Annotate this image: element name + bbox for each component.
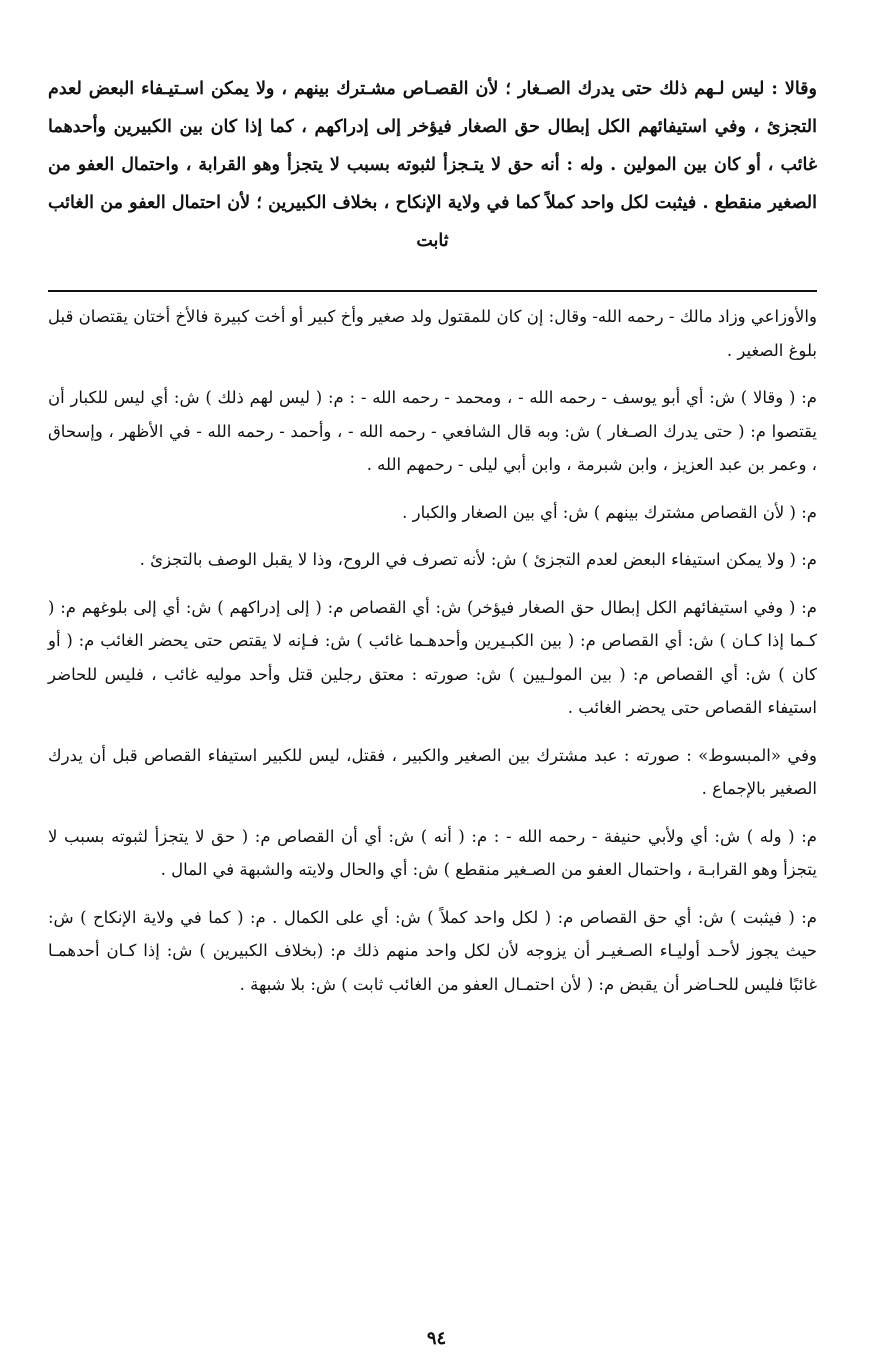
commentary-paragraph: م: ( وفي استيفائهم الكل إبطال حق الصغار فيؤخر) ش: أي القصاص م: ( إلى إدراكهم ) ش: أي إلى بلوغهم م: ( كـما إذا كـان ) ش: أي القصاص م: ( بين الكبـيرين وأحدهـما غائب ) ش: فـإنه لا يقتص حتى يحضر الغائب م: ( أو كان ) ش: أي القصاص م: ( بين المولـيين ) ش: صورته : معتق رجلين قتل وأحد موليه غائب ، فليس للحاضر استيفاء القصاص حتى يحضر الغائب . — [48, 597, 817, 717]
commentary-paragraph: م: ( ولا يمكن استيفاء البعض لعدم التجزئ ) ش: لأنه تصرف في الروح، وذا لا يقبل الوصف بالتجزئ . — [139, 550, 817, 569]
separator-line — [48, 290, 817, 292]
commentary-paragraph: وفي «المبسوط» : صورته : عبد مشترك بين الصغير والكبير ، فقتل، ليس للكبير استيفاء القصاص قبل أن يدرك الصغير بالإجماع . — [48, 745, 817, 798]
page-number: ٩٤ — [426, 1328, 447, 1349]
commentary-paragraph: والأوزاعي وزاد مالك - رحمه الله- وقال: إن كان للمقتول ولد صغير وأخ كبير أو أخت كبيرة فالأخ أختان يقتصان قبل بلوغ الصغير . — [48, 307, 817, 360]
commentary-paragraph: م: ( وله ) ش: أي ولأبي حنيفة - رحمه الله - : م: ( أنه ) ش: أي أن القصاص م: ( حق لا يتجزأ لثبوته بسبب لا يتجزأ وهو القرابـة ، واحتمال العفو من الصـغير منقطع ) ش: أي والحال ولايته والشبهة في المال . — [48, 826, 817, 879]
document-page — [48, 70, 817, 1351]
commentary-section — [48, 300, 817, 1001]
matn-text: وقالا : ليس لـهم ذلك حتى يدرك الصـغار ؛ لأن القصـاص مشـترك بينهم ، ولا يمكن اسـتيـفاء البعض لعدم التجزئ ، وفي استيفائهم الكل إبطال حق الصغار فيؤخر إلى إدراكهم ، كما إذا كان بين الكبيرين وأحدهما غائب ، أو كان بين المولين . وله : أنه حق لا يتـجزأ لثبوته بسبب لا يتجزأ وهو القرابة ، واحتمال العفو من الصغير منقطع . فيثبت لكل واحد كملاً كما في ولاية الإنكاح ، بخلاف الكبيرين ؛ لأن احتمال العفو من الغائب ثابت — [48, 79, 817, 251]
commentary-paragraph: م: ( لأن القصاص مشترك بينهم ) ش: أي بين الصغار والكبار . — [402, 502, 817, 522]
commentary-paragraph: م: ( فيثبت ) ش: أي حق القصاص م: ( لكل واحد كملاً ) ش: أي على الكمال . م: ( كما في ولاية الإنكاح ) ش: حيث يجوز لأحـد أوليـاء الصـغيـر أن يزوجه لأن لكل واحد منهم ذلك م: (بخلاف الكبيرين ) ش: إذا كـان أحدهمـا غائبًا فليس للحـاضر أن يقبض م: ( لأن احتمـال العفو من الغائب ثابت ) ش: بلا شبهة . — [48, 907, 817, 994]
commentary-paragraph: م: ( وقالا ) ش: أي أبو يوسف - رحمه الله - ، ومحمد - رحمه الله - : م: ( ليس لهم ذلك ) ش: أي ليس للكبار أن يقتصوا م: ( حتى يدرك الصـغار ) ش: وبه قال الشافعي - رحمه الله - ، وأحمد - رحمه الله - في الأظهر ، وإسحاق ، وعمر بن عبد العزيز ، وابن شبرمة ، وابن أبي ليلى - رحمهم الله . — [48, 388, 817, 474]
